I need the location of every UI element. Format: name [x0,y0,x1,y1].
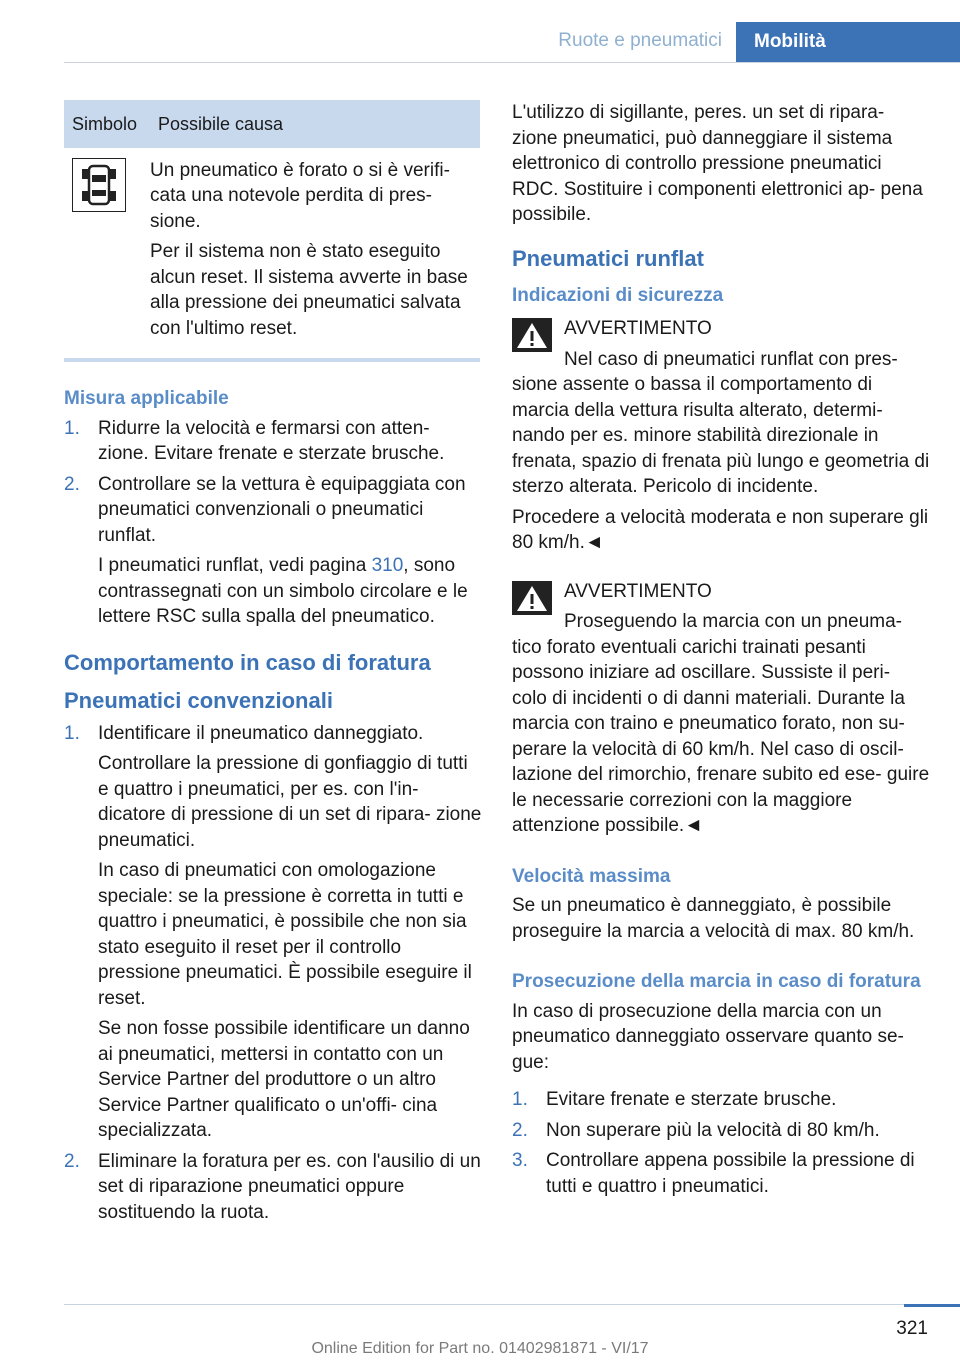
sicurezza-heading: Indicazioni di sicurezza [512,284,724,306]
warning-triangle-icon [512,318,552,352]
warning-title: AVVERTIMENTO [564,318,712,339]
table-row [64,148,480,355]
left-column [64,100,482,1230]
vmax-heading: Velocità massima [512,865,671,887]
misura-list [64,416,482,630]
list-item: 1. Evitare frenate e sterzate brusche. [512,1089,837,1110]
prosecuzione-list [512,1087,930,1199]
right-column [512,100,930,1204]
convenzionali-list [64,721,482,1226]
cause-text-2: Per il sistema non è stato eseguito alcun reset. Il sistema avverte in base alla pressione dei pneumatici salvata con l'ultimo reset. [150,241,468,339]
prosecuzione-text: In caso di prosecuzione della marcia con un pneumatico danneggiato osservare quanto se‐ gue: [512,1000,904,1073]
table-header-symbol: Simbolo [64,100,150,148]
warning-triangle-icon [512,581,552,615]
warning-title: AVVERTIMENTO [564,580,712,602]
runflat-heading: Pneumatici runflat [512,245,704,271]
intro-text: L'utilizzo di sigillante, peres. un set di ripara‐ zione pneumatici, può danneggiare il sistema elettronico di controllo pressione pneumatici RDC. Sostituire i componenti elettronici ap‐ pena possibile. [512,102,923,225]
prosecuzione-heading: Prosecuzione della marcia in caso di foratura [512,971,921,992]
header-rule [64,62,960,63]
cause-text-1: Un pneumatico è forato o si è verifi‐ cata una notevole perdita di pres‐ sione. [150,159,450,232]
list-item: 2. Non superare più la velocità di 80 km/h. [512,1119,880,1141]
page-link[interactable]: 310 [371,555,404,576]
list-item: 2. Controllare se la vettura è equipaggiata con pneumatici convenzionali o pneumatici runflat. I pneumatici runflat, vedi pagina 310, sono contrassegnati con un simbolo circolare e le lettere RSC sulla spalla del pneumatico. [64,473,468,627]
car-tire-pressure-icon [72,158,126,212]
vmax-text: Se un pneumatico è danneggiato, è possibile proseguire la marcia a velocità di max. 80 km/h. [512,895,915,942]
table-header-cause: Possibile causa [150,100,480,148]
comportamento-heading: Comportamento in caso di foratura [64,649,431,675]
footer-accent [904,1304,960,1307]
list-item: 2. Eliminare la foratura per es. con l'ausilio di un set di riparazione pneumatici oppure sostituendo la ruota. [64,1150,481,1223]
convenzionali-heading: Pneumatici convenzionali [64,687,333,713]
footer-rule [64,1304,960,1305]
header-section: Ruote e pneumatici [558,30,722,51]
warning-block-2: AVVERTIMENTO Proseguendo la marcia con un pneuma‐ tico forato eventuali carichi trainati pesanti possono iniziare ad oscillare. Sussiste il peri‐ colo di incidenti o di danni materiali. Durante la marcia con traino e pneumatico forato, non su‐ perare la velocità di 60 km/h. Nel caso di oscil‐ lazione del rimorchio, frenare subito ed ese‐ guire le necessarie correzioni con la maggiore attenzione possibile.◄ [512,580,930,836]
misura-heading: Misura applicabile [64,388,229,409]
header-chapter: Mobilità [736,22,960,62]
list-item: 3. Controllare appena possibile la pressione di tutti e quattro i pneumatici. [512,1150,915,1197]
list-item: 1. Identificare il pneumatico danneggiato. Controllare la pressione di gonfiaggio di tutti e quattro i pneumatici, per es. con l'in‐ dicatore di pressione di un set di ripara‐ zione pneumatici. In caso di pneumatici con omologazione speciale: se la pressione è corretta in tutti e quattro i pneumatici, è possibile che non sia stato eseguito il reset per il controllo pressione pneumatici. È possibile eseguire il reset. Se non fosse possibile identificare un danno ai pneumatici, mettersi in contatto con un Service Partner del produttore o un altro Service Partner qualificato o un'offi‐ cina specializzata. [64,722,482,1141]
page-number: 321 [896,1318,928,1339]
warning-block-1: AVVERTIMENTO Nel caso di pneumatici runflat con pres‐ sione assente o bassa il comportamento di marcia della vettura risulta alterato, determi‐ nando per es. minore stabilità direzionale in frenata, spazio di frenata più lungo e geometria di sterzo alterata. Pericolo di incidente. Procedere a velocità moderata e non superare gli 80 km/h.◄ [512,318,930,553]
symbol-table [64,100,480,354]
list-item: 1. Ridurre la velocità e fermarsi con atten‐ zione. Evitare frenate e sterzate brusche. [64,417,445,464]
edition-text: Online Edition for Part no. 01402981871 - VI/17 [311,1340,649,1357]
